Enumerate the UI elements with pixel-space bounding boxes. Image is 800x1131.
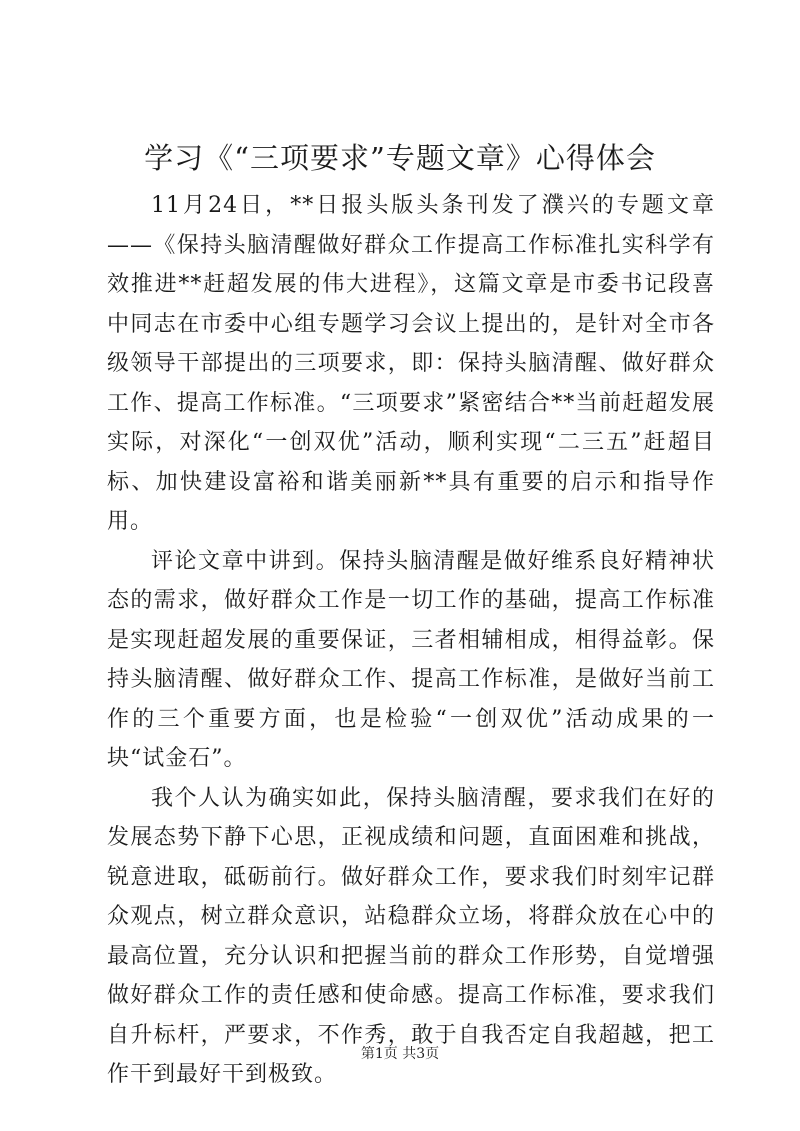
document-body <box>107 186 715 1095</box>
paragraph-1: 11月24日，**日报头版头条刊发了濮兴的专题文章——《保持头脑清醒做好群众工作提高工作标准扎实科学有效推进**赶超发展的伟大进程》，这篇文章是市委书记段喜中同志在市委中心组专题学习会议上提出的，是针对全市各级领导干部提出的三项要求，即：保持头脑清醒、做好群众工作、提高工作标准。“三项要求”紧密结合**当前赶超发展实际，对深化“一创双优”活动，顺利实现“二三五”赶超目标、加快建设富裕和谐美丽新**具有重要的启示和指导作用。 <box>107 193 715 534</box>
paragraph-2: 评论文章中讲到。保持头脑清醒是做好维系良好精神状态的需求，做好群众工作是一切工作的基础，提高工作标准是实现赶超发展的重要保证，三者相辅相成，相得益彰。保持头脑清醒、做好群众工作、提高工作标准，是做好当前工作的三个重要方面，也是检验“一创双优”活动成果的一块“试金石”。 <box>107 548 715 771</box>
page-title: 学习《“三项要求”专题文章》心得体会 <box>144 141 656 175</box>
paragraph-3: 我个人认为确实如此，保持头脑清醒，要求我们在好的发展态势下静下心思，正视成绩和问题，直面困难和挑战，锐意进取，砥砺前行。做好群众工作，要求我们时刻牢记群众观点，树立群众意识，站稳群众立场，将群众放在心中的最高位置，充分认识和把握当前的群众工作形势，自觉增强做好群众工作的责任感和使命感。提高工作标准，要求我们自升标杆，严要求，不作秀，敢于自我否定自我超越，把工作干到最好干到极致。 <box>107 785 715 1087</box>
page-footer: 第1页 共3页 <box>360 1046 440 1062</box>
